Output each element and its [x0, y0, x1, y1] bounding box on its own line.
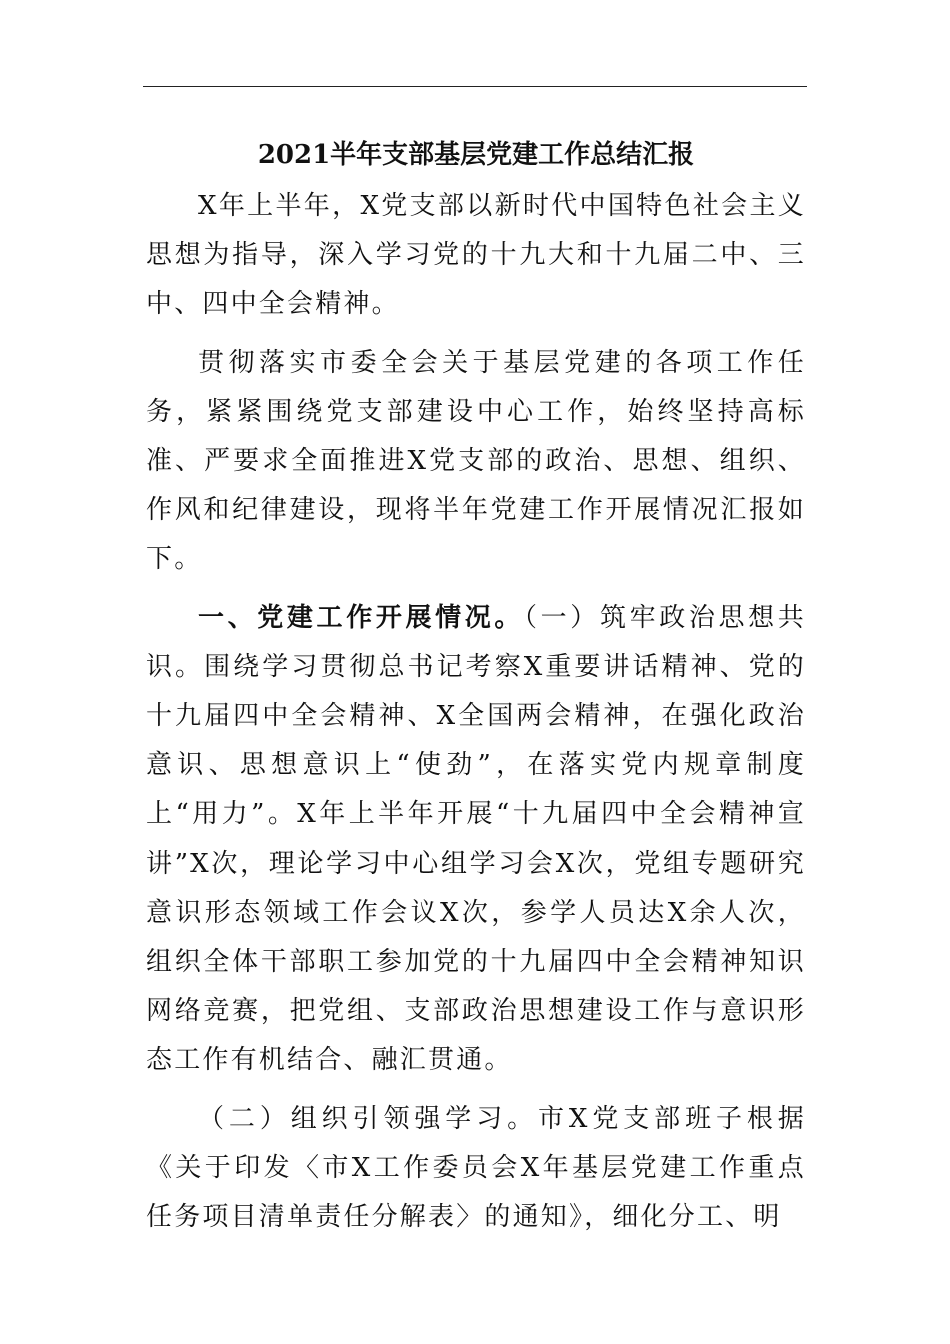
paragraph-section-two [146, 1095, 806, 1243]
header-rule [143, 86, 807, 87]
document-body [146, 130, 806, 1242]
paragraph-tasks [146, 339, 806, 585]
section-heading: 一、党建工作开展情况。 [198, 602, 525, 633]
paragraph-text: 贯彻落实市委全会关于基层党建的各项工作任务，紧紧围绕党支部建设中心工作，始终坚持高标准、严要求全面推进X党支部的政治、思想、组织、作风和纪律建设，现将半年党建工作开展情况汇报如下。 [146, 347, 806, 575]
paragraph-text: X年上半年，X党支部以新时代中国特色社会主义思想为指导，深入学习党的十九大和十九届二中、三中、四中全会精神。 [146, 191, 806, 320]
paragraph-intro [146, 182, 806, 330]
paragraph-text: （二）组织引领强学习。市X党支部班子根据《关于印发〈市X工作委员会X年基层党建工作重点任务项目清单责任分解表〉的通知》，细化分工、明 [146, 1103, 806, 1233]
document-title: 2021半年支部基层党建工作总结汇报 [257, 140, 695, 170]
paragraph-text: （一）筑牢政治思想共识。围绕学习贯彻总书记考察X重要讲话精神、党的十九届四中全会精神、X全国两会精神，在强化政治意识、思想意识上“使劲”，在落实党内规章制度上“用力”。X年上半年开展“十九届四中全会精神宣讲”X次，理论学习中心组学习会X次，党组专题研究意识形态领域工作会议X次，参学人员达X余人次，组织全体干部职工参加党的十九届四中全会精神知识网络竞赛，把党组、支部政治思想建设工作与意识形态工作有机结合、融汇贯通。 [146, 602, 806, 1076]
paragraph-section-one [146, 594, 806, 1086]
